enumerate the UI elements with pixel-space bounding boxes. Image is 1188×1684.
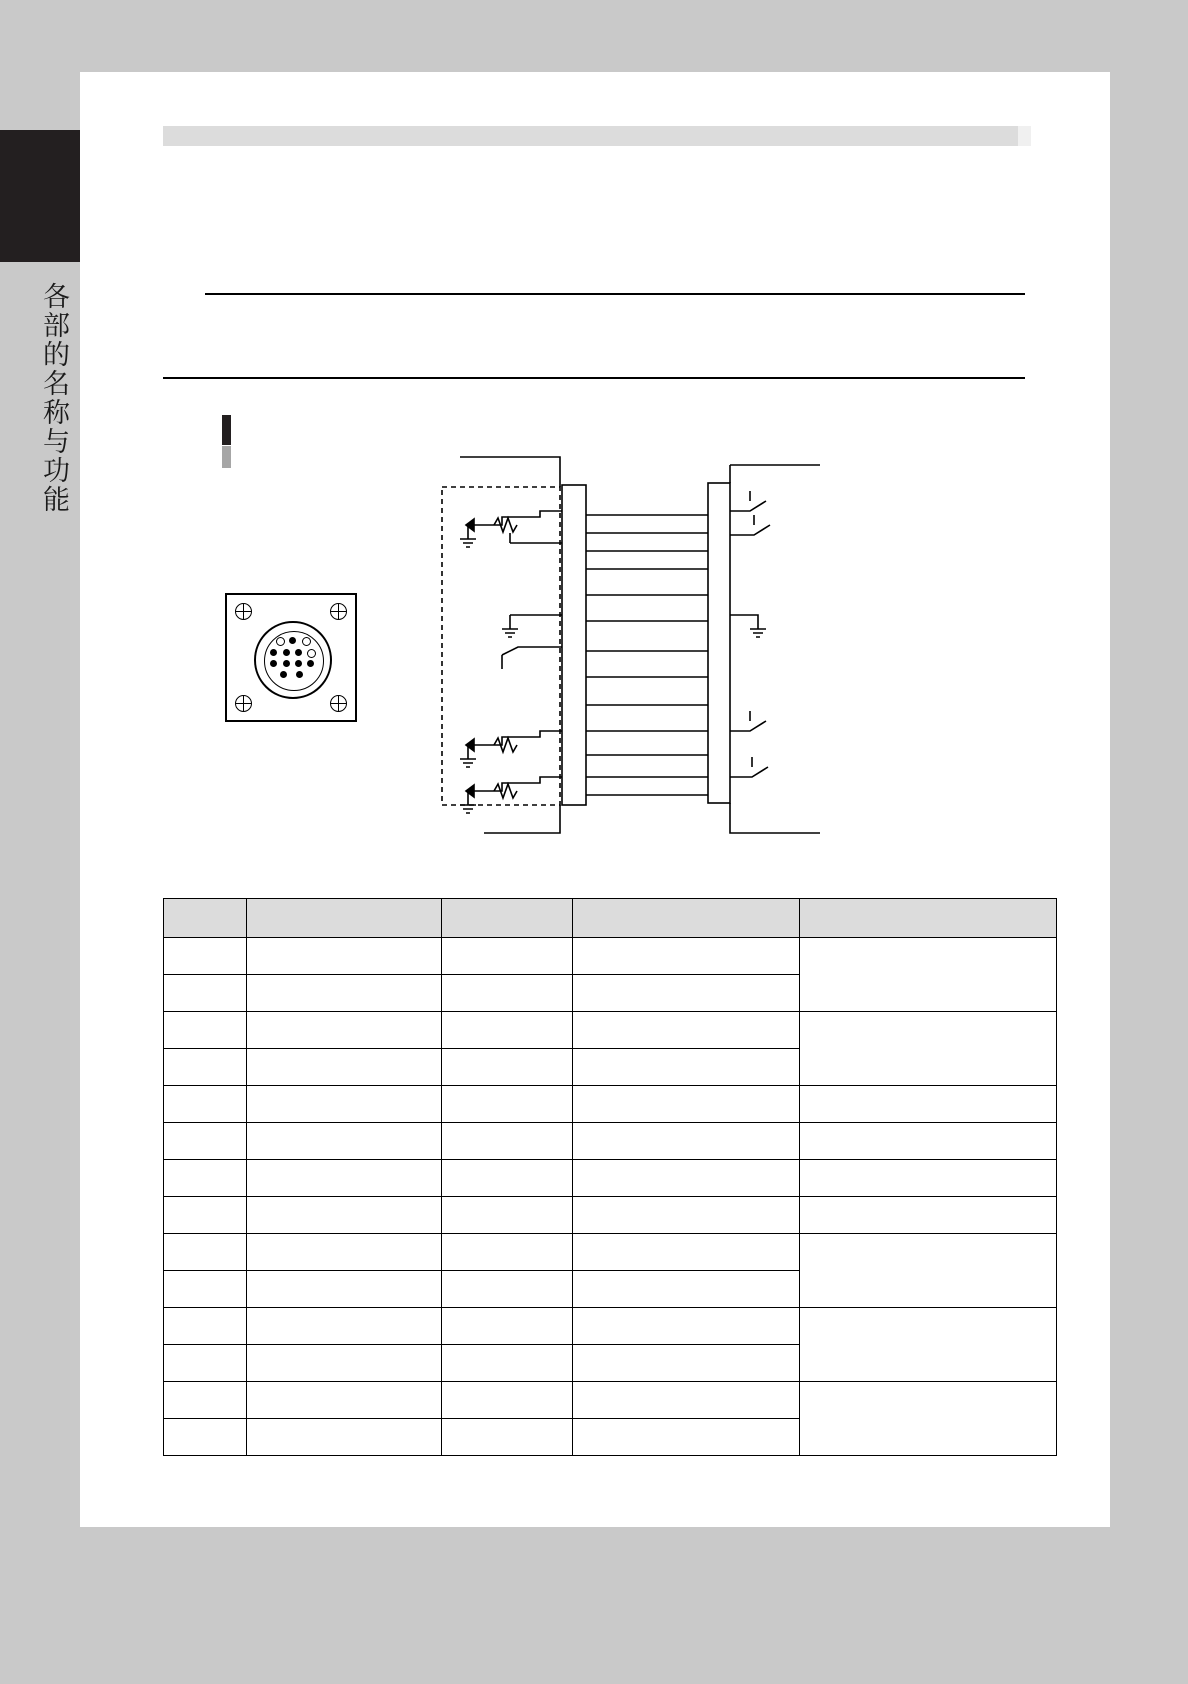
table-row [164, 1160, 1057, 1197]
connector-pin [296, 671, 303, 678]
cell-name [247, 1160, 442, 1197]
connector-pin [295, 649, 302, 656]
cell-name [247, 1271, 442, 1308]
section-marker-grey [222, 446, 231, 468]
cell-function [573, 975, 800, 1012]
cell-function [573, 1197, 800, 1234]
horizontal-rule-top [205, 293, 1025, 295]
header-band-cap [1018, 126, 1031, 146]
header-band [163, 126, 1031, 146]
connector-pin [307, 660, 314, 667]
table-row [164, 1382, 1057, 1419]
cell-function [573, 1271, 800, 1308]
cell-symbol [442, 975, 573, 1012]
cell-function [573, 1012, 800, 1049]
cell-no [164, 975, 247, 1012]
connector-pin [289, 637, 296, 644]
cell-no [164, 1197, 247, 1234]
screw-icon [235, 603, 252, 620]
cell-symbol [442, 938, 573, 975]
table-row [164, 1234, 1057, 1271]
cell-name [247, 1049, 442, 1086]
connector-pin [270, 660, 277, 667]
cell-function [573, 1345, 800, 1382]
connector-pin [302, 637, 311, 646]
table-row [164, 1012, 1057, 1049]
table-body [164, 938, 1057, 1456]
cell-remark [800, 1012, 1057, 1086]
cell-remark [800, 1234, 1057, 1308]
cell-no [164, 1345, 247, 1382]
connector-shell [254, 621, 332, 699]
cell-name [247, 1234, 442, 1271]
column-header-remark [800, 899, 1057, 938]
table-row [164, 938, 1057, 975]
cell-function [573, 1160, 800, 1197]
cell-name [247, 1012, 442, 1049]
cell-remark [800, 1123, 1057, 1160]
connector-pin [270, 649, 277, 656]
table-row [164, 1086, 1057, 1123]
cell-remark [800, 1086, 1057, 1123]
column-header-symbol [442, 899, 573, 938]
cell-no [164, 1160, 247, 1197]
cell-function [573, 1419, 800, 1456]
cell-symbol [442, 1382, 573, 1419]
column-header-function [573, 899, 800, 938]
wiring-diagram-svg [440, 455, 860, 850]
cell-symbol [442, 1197, 573, 1234]
screw-icon [235, 695, 252, 712]
cell-name [247, 1123, 442, 1160]
cell-remark [800, 938, 1057, 1012]
table-row [164, 1123, 1057, 1160]
cell-function [573, 938, 800, 975]
cell-symbol [442, 1123, 573, 1160]
cell-function [573, 1308, 800, 1345]
cell-no [164, 1271, 247, 1308]
cell-function [573, 1123, 800, 1160]
pin-assignment-table [163, 898, 1057, 1456]
column-header-name [247, 899, 442, 938]
connector-pin [276, 637, 285, 646]
cell-name [247, 1382, 442, 1419]
table-header-row [164, 899, 1057, 938]
section-marker-dark [222, 415, 231, 445]
cell-symbol [442, 1086, 573, 1123]
cell-no [164, 1049, 247, 1086]
connector-pin [295, 660, 302, 667]
cell-no [164, 1012, 247, 1049]
cell-symbol [442, 1012, 573, 1049]
cell-symbol [442, 1345, 573, 1382]
connector-illustration [225, 593, 357, 722]
cell-no [164, 1234, 247, 1271]
cell-remark [800, 1160, 1057, 1197]
cell-name [247, 975, 442, 1012]
cell-name [247, 1419, 442, 1456]
table-row [164, 1197, 1057, 1234]
connector-pin [307, 649, 316, 658]
cell-function [573, 1049, 800, 1086]
connector-pin [280, 671, 287, 678]
cell-name [247, 938, 442, 975]
cell-symbol [442, 1049, 573, 1086]
connector-pin [283, 660, 290, 667]
cell-symbol [442, 1160, 573, 1197]
screw-icon [330, 603, 347, 620]
cell-name [247, 1086, 442, 1123]
cell-name [247, 1308, 442, 1345]
cell-symbol [442, 1234, 573, 1271]
cell-name [247, 1197, 442, 1234]
interface-wiring-diagram [440, 455, 860, 850]
cell-no [164, 1123, 247, 1160]
table-row [164, 1308, 1057, 1345]
connector-pin [283, 649, 290, 656]
cell-no [164, 1086, 247, 1123]
cell-symbol [442, 1419, 573, 1456]
cell-remark [800, 1382, 1057, 1456]
cell-no [164, 1419, 247, 1456]
column-header-no [164, 899, 247, 938]
cell-symbol [442, 1271, 573, 1308]
cell-remark [800, 1308, 1057, 1382]
cell-symbol [442, 1308, 573, 1345]
cell-no [164, 1308, 247, 1345]
cell-function [573, 1382, 800, 1419]
cell-function [573, 1086, 800, 1123]
chapter-tab [0, 130, 80, 262]
table-header [164, 899, 1057, 938]
horizontal-rule-bottom [163, 377, 1025, 379]
screw-icon [330, 695, 347, 712]
side-chapter-title: 各部的名称与功能 [38, 282, 69, 514]
cell-name [247, 1345, 442, 1382]
cell-function [573, 1234, 800, 1271]
cell-no [164, 938, 247, 975]
cell-no [164, 1382, 247, 1419]
cell-remark [800, 1197, 1057, 1234]
